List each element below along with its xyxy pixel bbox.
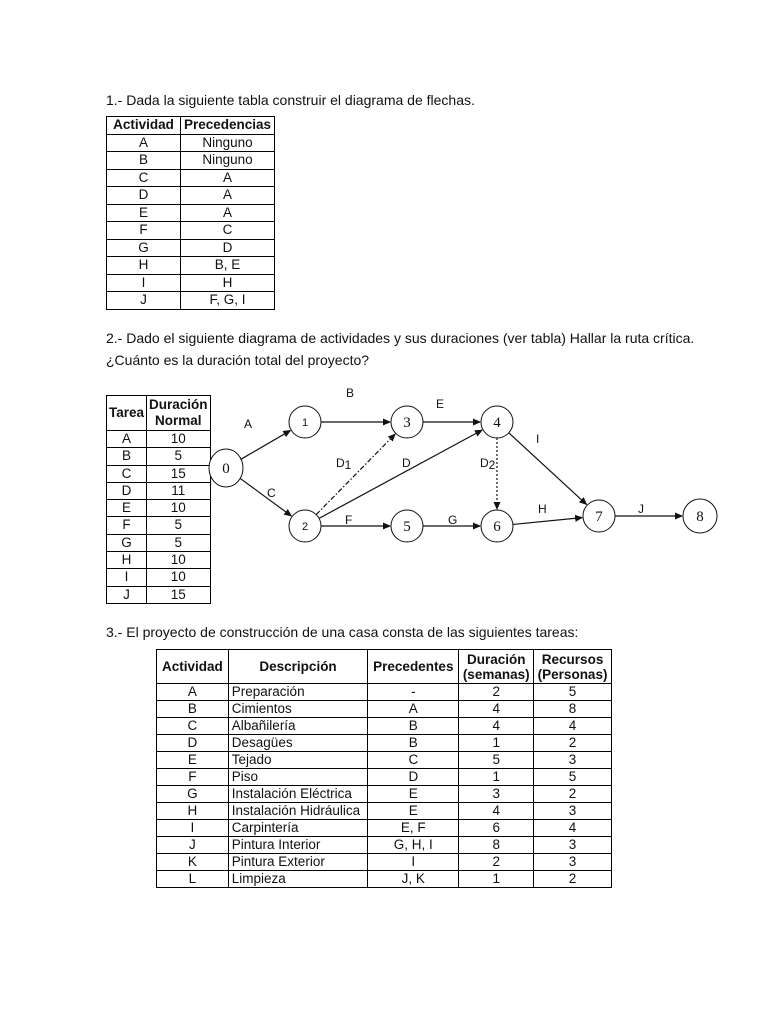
table-cell: 3: [534, 837, 612, 854]
table-cell: 10: [147, 500, 211, 517]
table-row: [107, 586, 211, 603]
arrow-label-2-5: [345, 513, 352, 527]
table-row: [107, 274, 275, 292]
table-cell: B: [368, 735, 459, 752]
diagram-nodes: [209, 406, 717, 542]
table-cell: A: [107, 134, 181, 152]
arrow-label-text: C: [267, 486, 276, 500]
table-cell: A: [107, 431, 147, 448]
question-1-text: 1.- Dada la siguiente tabla construir el diagrama de flechas.: [106, 92, 475, 108]
table-cell: F: [107, 517, 147, 534]
question-3-text: 3.- El proyecto de construcción de una casa consta de las siguientes tareas:: [106, 624, 579, 640]
table-row: [157, 718, 612, 735]
table-cell: 8: [534, 701, 612, 718]
table-row: [107, 448, 211, 465]
table-row: [107, 517, 211, 534]
arrow-label-0-2: [267, 486, 276, 500]
arrow-label-text: I: [536, 432, 540, 446]
arrow-label-text: D: [402, 456, 411, 470]
header-recursos: Recursos (Personas): [534, 650, 612, 684]
table-row: [157, 786, 612, 803]
header-actividad: Actividad: [157, 650, 229, 684]
node-label-3: 3: [403, 415, 411, 431]
table-row: [107, 257, 275, 275]
table-row: [107, 222, 275, 240]
table-cell: G, H, I: [368, 837, 459, 854]
table-row: [107, 187, 275, 205]
table-row: [107, 534, 211, 551]
table-cell: I: [107, 274, 181, 292]
table-row: [107, 552, 211, 569]
table-cell: 15: [147, 586, 211, 603]
table-cell: Pintura Exterior: [228, 854, 368, 871]
table-row: [157, 871, 612, 888]
table-cell: J: [107, 586, 147, 603]
table-cell: 2: [534, 735, 612, 752]
table-cell: B: [107, 152, 181, 170]
table-cell: Ninguno: [181, 134, 275, 152]
table-cell: 11: [147, 482, 211, 499]
arrow-label-text: B: [346, 386, 355, 400]
table-cell: 6: [459, 820, 534, 837]
arrow-label-0-1: [244, 417, 252, 431]
table-cell: D: [368, 769, 459, 786]
table-cell: 3: [534, 752, 612, 769]
header-actividad: Actividad: [107, 117, 181, 135]
table-cell: D: [157, 735, 229, 752]
node-label-2: 2: [301, 521, 309, 533]
header-duracion-normal: Duración Normal: [147, 396, 211, 431]
table-row: [157, 752, 612, 769]
table-cell: E, F: [368, 820, 459, 837]
table-header-row: [157, 650, 612, 684]
node-label-1: 1: [301, 417, 309, 429]
table-cell: Preparación: [228, 684, 368, 701]
table-cell: 15: [147, 465, 211, 482]
table-row: [157, 803, 612, 820]
arrow-label-2-4: [402, 456, 411, 470]
table-cell: C: [107, 465, 147, 482]
table-cell: A: [181, 204, 275, 222]
table-cell: E: [157, 752, 229, 769]
table-cell: H: [181, 274, 275, 292]
node-label-8: 8: [696, 509, 704, 525]
duration-table-body: [107, 431, 211, 604]
table-cell: Instalación Hidráulica: [228, 803, 368, 820]
table-cell: Instalación Eléctrica: [228, 786, 368, 803]
table-cell: -: [368, 684, 459, 701]
arrow-4-7: [509, 433, 587, 505]
table-cell: Tejado: [228, 752, 368, 769]
table-cell: Ninguno: [181, 152, 275, 170]
arrow-label-7-8: [638, 502, 644, 516]
header-descripcion: Descripción: [228, 650, 368, 684]
table-cell: Albañilería: [228, 718, 368, 735]
table-cell: A: [181, 187, 275, 205]
table-cell: 10: [147, 431, 211, 448]
table-cell: Limpieza: [228, 871, 368, 888]
table-row: [107, 465, 211, 482]
table-row: [157, 769, 612, 786]
node-label-0: 0: [222, 461, 230, 477]
table-cell: B: [157, 701, 229, 718]
table-cell: 1: [459, 769, 534, 786]
table-cell: G: [107, 534, 147, 551]
arrow-label-subscript: 2: [488, 458, 496, 472]
table-row: [157, 701, 612, 718]
table-row: [107, 500, 211, 517]
table-cell: Pintura Interior: [228, 837, 368, 854]
table-cell: C: [107, 169, 181, 187]
table-cell: 3: [534, 803, 612, 820]
table-row: [107, 152, 275, 170]
node-label-7: 7: [595, 509, 603, 525]
table-cell: 10: [147, 552, 211, 569]
node-label-4: 4: [493, 415, 501, 431]
table-row: [157, 684, 612, 701]
table-cell: 1: [459, 735, 534, 752]
table-cell: A: [181, 169, 275, 187]
table-cell: 2: [534, 786, 612, 803]
node-label-6: 6: [493, 519, 501, 535]
table-cell: C: [181, 222, 275, 240]
table-cell: 5: [147, 448, 211, 465]
question-2-text: 2.- Dado el siguiente diagrama de actividades y sus duraciones (ver tabla) Hallar la ruta crítica. ¿Cuánto es la duración total del proyecto?: [106, 330, 695, 368]
table-cell: B: [107, 448, 147, 465]
table-cell: G: [157, 786, 229, 803]
table-cell: 3: [459, 786, 534, 803]
table-cell: E: [368, 803, 459, 820]
table-cell: 4: [459, 701, 534, 718]
arrow-label-6-7: [538, 502, 547, 516]
table-row: [157, 837, 612, 854]
table-row: [157, 854, 612, 871]
table-header-row: [107, 117, 275, 135]
table-row: [157, 735, 612, 752]
arrow-label-subscript: 1: [344, 458, 352, 472]
table-cell: F: [107, 222, 181, 240]
table-cell: 5: [147, 534, 211, 551]
table-cell: H: [107, 257, 181, 275]
header-precedentes: Precedentes: [368, 650, 459, 684]
table-cell: H: [107, 552, 147, 569]
table-cell: Carpintería: [228, 820, 368, 837]
table-cell: J: [107, 292, 181, 310]
table-cell: F, G, I: [181, 292, 275, 310]
table-cell: J: [157, 837, 229, 854]
precedence-table: [106, 116, 275, 310]
table-row: [157, 820, 612, 837]
table-row: [107, 292, 275, 310]
table-cell: E: [107, 204, 181, 222]
arrow-label-2-3: [336, 456, 352, 472]
table-cell: J, K: [368, 871, 459, 888]
table-cell: G: [107, 239, 181, 257]
header-tarea: Tarea: [107, 396, 147, 431]
arrow-label-text: H: [538, 502, 547, 516]
table-row: [107, 204, 275, 222]
table-cell: 1: [459, 871, 534, 888]
table-cell: D: [107, 482, 147, 499]
table-row: [107, 134, 275, 152]
table-cell: K: [157, 854, 229, 871]
table-row: [107, 482, 211, 499]
arrow-label-5-6: [448, 513, 457, 527]
arrow-label-text: F: [345, 513, 353, 527]
table-cell: Desagües: [228, 735, 368, 752]
header-precedencias: Precedencias: [181, 117, 275, 135]
table-cell: A: [368, 701, 459, 718]
table-cell: 5: [534, 769, 612, 786]
arrow-label-text: E: [436, 397, 445, 411]
duration-table: [106, 395, 211, 604]
table-cell: Piso: [228, 769, 368, 786]
table-cell: 5: [147, 517, 211, 534]
arrow-label-text: D: [336, 456, 345, 470]
arrow-label-text: G: [448, 513, 458, 527]
table-cell: I: [368, 854, 459, 871]
table-cell: E: [368, 786, 459, 803]
arrow-2-4: [319, 430, 482, 518]
table-cell: 4: [534, 820, 612, 837]
arrow-label-3-4: [436, 397, 444, 411]
table-cell: Cimientos: [228, 701, 368, 718]
table-row: [107, 431, 211, 448]
table-cell: B: [368, 718, 459, 735]
table-cell: 4: [459, 803, 534, 820]
table-cell: 2: [534, 871, 612, 888]
table-cell: 3: [534, 854, 612, 871]
arrow-label-1-3: [346, 386, 354, 400]
arrow-2-3: [316, 434, 395, 514]
arrow-label-text: J: [638, 502, 644, 516]
arrow-0-2: [240, 478, 292, 516]
table-cell: H: [157, 803, 229, 820]
house-tasks-table: [156, 649, 612, 888]
arrow-label-text: D: [480, 456, 489, 470]
table-cell: 4: [459, 718, 534, 735]
table-row: [107, 169, 275, 187]
precedence-table-body: [107, 134, 275, 309]
table-row: [107, 239, 275, 257]
activity-network-diagram: [200, 380, 740, 570]
house-tasks-table-body: [157, 684, 612, 888]
header-duracion: Duración (semanas): [459, 650, 534, 684]
table-cell: D: [107, 187, 181, 205]
table-cell: I: [107, 569, 147, 586]
table-header-row: [107, 396, 211, 431]
table-cell: C: [368, 752, 459, 769]
arrow-label-4-7: [536, 432, 539, 446]
table-cell: 8: [459, 837, 534, 854]
table-row: [107, 569, 211, 586]
table-cell: B, E: [181, 257, 275, 275]
table-cell: D: [181, 239, 275, 257]
table-cell: C: [157, 718, 229, 735]
table-cell: F: [157, 769, 229, 786]
table-cell: 2: [459, 854, 534, 871]
table-cell: A: [157, 684, 229, 701]
table-cell: 2: [459, 684, 534, 701]
arrow-label-4-6: [480, 456, 496, 472]
table-cell: I: [157, 820, 229, 837]
arrow-6-7: [513, 518, 582, 525]
table-cell: 4: [534, 718, 612, 735]
table-cell: 10: [147, 569, 211, 586]
table-cell: 5: [459, 752, 534, 769]
arrow-label-text: A: [244, 417, 253, 431]
node-label-5: 5: [403, 519, 411, 535]
arrow-0-1: [241, 431, 291, 460]
table-cell: L: [157, 871, 229, 888]
table-cell: E: [107, 500, 147, 517]
table-cell: 5: [534, 684, 612, 701]
